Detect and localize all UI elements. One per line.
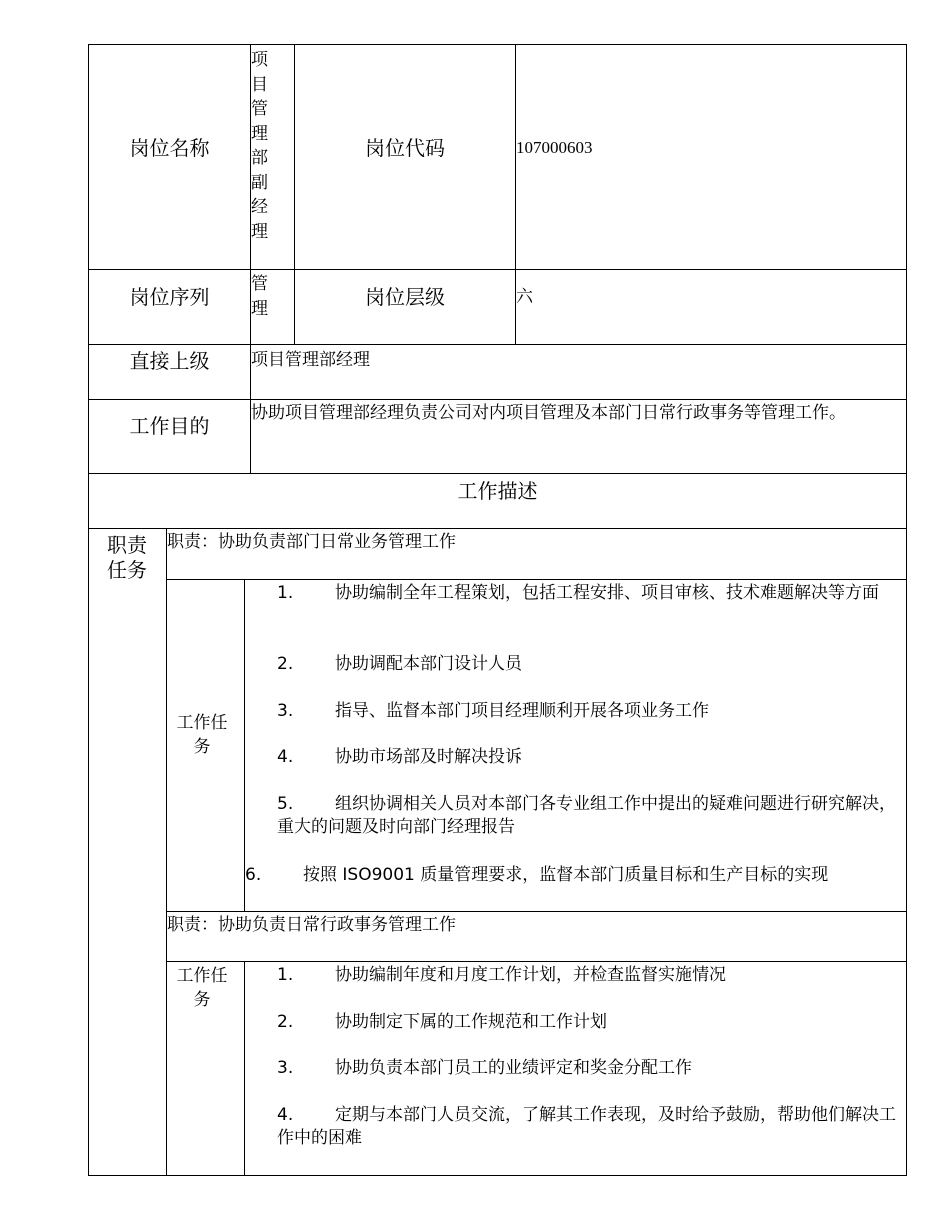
task-item: 1. 协助编制全年工程策划，包括工程安排、项目审核、技术难题解决等方面 xyxy=(277,583,879,603)
purpose-value: 协助项目管理部经理负责公司对内项目管理及本部门日常行政事务等管理工作。 xyxy=(251,403,846,423)
position-code-label: 岗位代码 xyxy=(365,136,445,160)
purpose-label: 工作目的 xyxy=(129,414,210,438)
position-series-label: 岗位序列 xyxy=(129,285,210,309)
task-item: 5. 组织协调相关人员对本部门各专业组工作中提出的疑难问题进行研究解决，重大的问题及时向部门经理报告 xyxy=(277,794,896,837)
duties-label: 职责任务 xyxy=(107,533,147,582)
task-item: 3. 协助负责本部门员工的业绩评定和奖金分配工作 xyxy=(277,1058,692,1078)
position-level-label: 岗位层级 xyxy=(365,285,445,309)
task-item: 2. 协助调配本部门设计人员 xyxy=(277,654,522,674)
task-item: 6. 按照 ISO9001 质量管理要求，监督本部门质量目标和生产目标的实现 xyxy=(245,865,829,885)
task-item: 4. 定期与本部门人员交流，了解其工作表现，及时给予鼓励，帮助他们解决工作中的困难 xyxy=(277,1105,896,1148)
task-item: 3. 指导、监督本部门项目经理顺利开展各项业务工作 xyxy=(277,701,709,721)
duty-1-tasks-label: 工作任务 xyxy=(176,713,228,757)
duty-2-tasks-label: 工作任务 xyxy=(176,966,228,1010)
supervisor-label: 直接上级 xyxy=(129,349,210,373)
position-series-value: 管理 xyxy=(251,274,268,319)
duties-label-cell xyxy=(88,528,167,1176)
position-level-value: 六 xyxy=(516,287,533,307)
position-name-value: 项目管理部副经理 xyxy=(251,50,268,242)
task-item: 4. 协助市场部及时解决投诉 xyxy=(277,747,522,767)
duty-2-title: 职责：协助负责日常行政事务管理工作 xyxy=(167,915,456,935)
duty-1-title: 职责：协助负责部门日常业务管理工作 xyxy=(167,532,456,552)
task-item: 2. 协助制定下属的工作规范和工作计划 xyxy=(277,1012,607,1032)
position-name-label: 岗位名称 xyxy=(129,136,210,160)
supervisor-value: 项目管理部经理 xyxy=(251,350,370,370)
position-level-value-cell xyxy=(515,269,907,345)
task-item: 1. 协助编制年度和月度工作计划，并检查监督实施情况 xyxy=(277,965,726,985)
description-title: 工作描述 xyxy=(457,479,538,503)
position-code-value: 107000603 xyxy=(516,138,593,157)
